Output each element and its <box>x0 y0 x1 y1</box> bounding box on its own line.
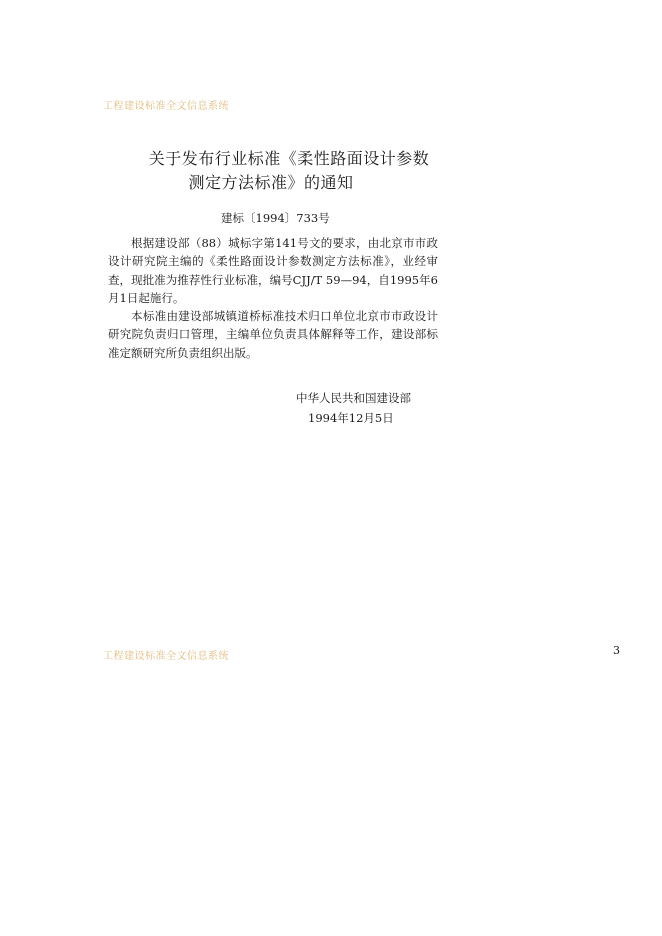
issuing-authority: 中华人民共和国建设部 <box>296 391 411 405</box>
issue-date: 1994年12月5日 <box>308 411 394 425</box>
notice-paragraph-2: 本标准由建设部城镇道桥标准技术归口单位北京市市政设计研究院负责归口管理，主编单位负责具体解释等工作，建设部标准定额研究所负责组织出版。 <box>108 309 438 360</box>
document-number: 建标〔1994〕733号 <box>221 211 330 225</box>
watermark-bottom: 工程建设标准全文信息系统 <box>103 651 229 662</box>
notice-title-line-1: 关于发布行业标准《柔性路面设计参数 <box>148 149 430 168</box>
page-number: 3 <box>613 644 620 657</box>
watermark-top: 工程建设标准全文信息系统 <box>103 101 229 112</box>
notice-paragraph-1: 根据建设部（88）城标字第141号文的要求，由北京市市政设计研究院主编的《柔性路面设计参数测定方法标准》，业经审查，现批准为推荐性行业标准，编号CJJ/T 59—94，自1995年6月1日起施行。 <box>108 236 438 306</box>
notice-title-line-2: 测定方法标准》的通知 <box>188 173 354 192</box>
